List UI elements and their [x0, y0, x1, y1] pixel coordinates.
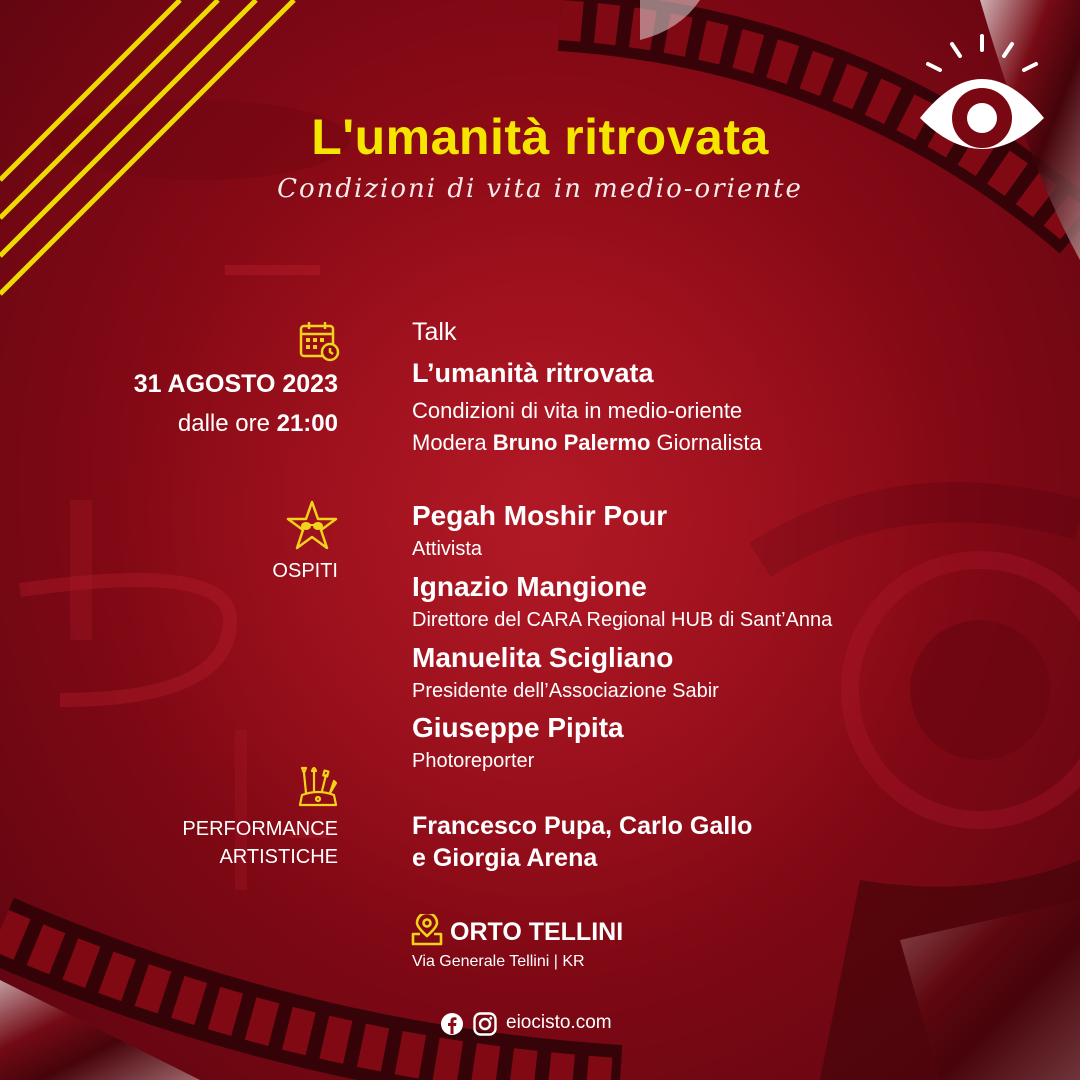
guest-role: Photoreporter [412, 750, 535, 772]
map-pin-icon [410, 914, 444, 946]
moderator-role: Giornalista [656, 430, 762, 455]
performance-artists-line2: e Giorgia Arena [412, 844, 598, 872]
event-type: Talk [412, 318, 457, 346]
website-link[interactable]: eiocisto.com [506, 1012, 612, 1033]
poster-title: L'umanità ritrovata [311, 109, 769, 165]
event-date: 31 AGOSTO 2023 [133, 370, 338, 398]
performance-label-line1: PERFORMANCE [182, 818, 338, 840]
poster-subtitle: Condizioni di vita in medio-oriente [277, 174, 803, 204]
guest-role: Presidente dell’Associazione Sabir [412, 680, 719, 702]
location-address: Via Generale Tellini | KR [412, 953, 585, 970]
location-name: ORTO TELLINI [450, 918, 624, 946]
guest-role: Attivista [412, 538, 483, 560]
guests-label: OSPITI [272, 560, 338, 582]
event-time-row [178, 410, 338, 438]
guest-name: Ignazio Mangione [412, 571, 647, 602]
talk-subtitle: Condizioni di vita in medio-oriente [412, 398, 743, 423]
moderator-line [412, 430, 762, 456]
guest-role: Direttore del CARA Regional HUB di Sant’Anna [412, 609, 833, 631]
calendar-clock-icon [298, 320, 340, 362]
performance-label-line2: ARTISTICHE [219, 846, 338, 868]
art-supplies-icon [296, 765, 340, 809]
guest-name: Giuseppe Pipita [412, 712, 624, 743]
star-sunglasses-icon [286, 500, 338, 550]
guest-name: Manuelita Scigliano [412, 642, 674, 673]
instagram-icon[interactable] [473, 1012, 497, 1036]
event-time: 21:00 [276, 410, 338, 437]
time-prefix: dalle ore [177, 410, 270, 437]
talk-title: L’umanità ritrovata [412, 358, 654, 388]
facebook-icon[interactable] [440, 1012, 464, 1036]
moderator-name: Bruno Palermo [492, 430, 651, 455]
guest-name: Pegah Moshir Pour [412, 500, 668, 531]
moderator-prefix: Modera [412, 430, 487, 455]
performance-artists-line1: Francesco Pupa, Carlo Gallo [412, 812, 753, 840]
